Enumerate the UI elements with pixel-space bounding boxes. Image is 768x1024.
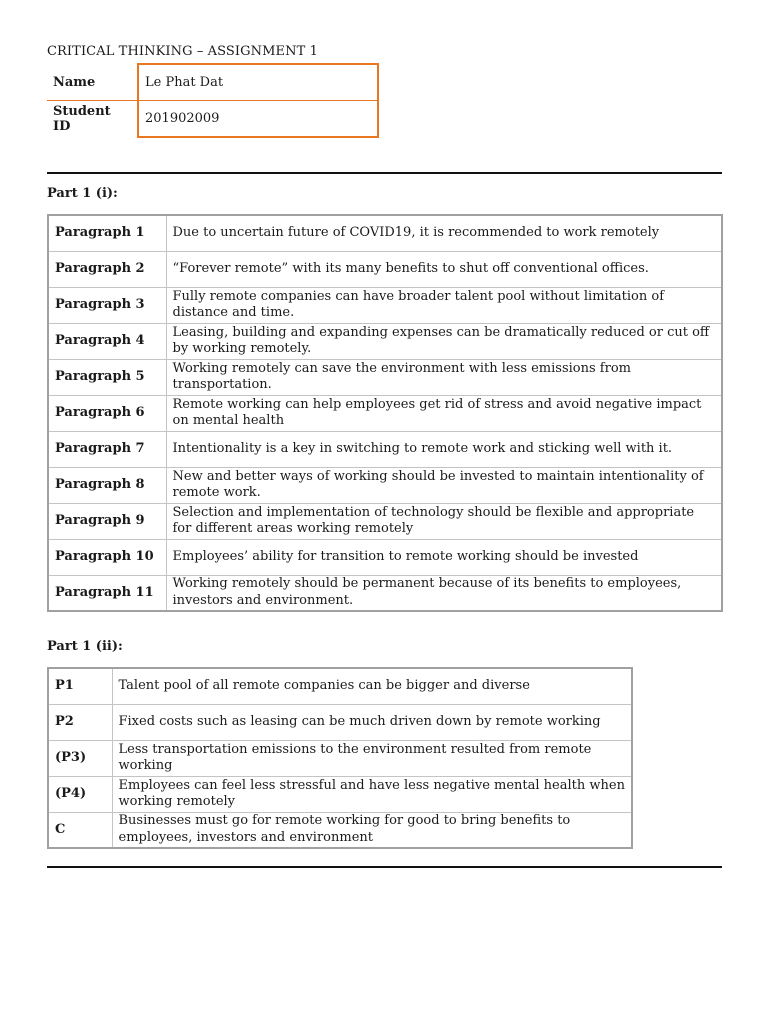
paragraph-row — [48, 287, 722, 323]
paragraph-row — [48, 395, 722, 431]
paragraph-row — [48, 575, 722, 611]
student-info-table — [47, 63, 379, 138]
row-label: Paragraph 11 — [48, 575, 166, 611]
row-label: Paragraph 8 — [48, 467, 166, 503]
paragraph-row — [48, 251, 722, 287]
row-text: Working remotely should be permanent because of its benefits to employees, investors and environment. — [166, 575, 722, 611]
paragraph-row — [48, 323, 722, 359]
name-value: Le Phat Dat — [138, 64, 378, 101]
row-text: Leasing, building and expanding expenses can be dramatically reduced or cut off by working remotely. — [166, 323, 722, 359]
premise-row — [48, 668, 632, 704]
name-row — [47, 64, 378, 101]
paragraph-row — [48, 503, 722, 539]
row-label: Paragraph 2 — [48, 251, 166, 287]
row-text: “Forever remote” with its many benefits to shut off conventional offices. — [166, 251, 722, 287]
premise-row — [48, 740, 632, 776]
row-text: Less transportation emissions to the environment resulted from remote working — [112, 740, 632, 776]
row-label: Paragraph 9 — [48, 503, 166, 539]
row-text: Fixed costs such as leasing can be much driven down by remote working — [112, 704, 632, 740]
paragraph-row — [48, 431, 722, 467]
row-label: Paragraph 5 — [48, 359, 166, 395]
row-text: Working remotely can save the environment with less emissions from transportation. — [166, 359, 722, 395]
row-label: Paragraph 10 — [48, 539, 166, 575]
row-label: P1 — [48, 668, 112, 704]
row-text: Remote working can help employees get rid of stress and avoid negative impact on mental health — [166, 395, 722, 431]
row-text: Businesses must go for remote working for good to bring benefits to employees, investors and environment — [112, 812, 632, 848]
row-text: Intentionality is a key in switching to remote work and sticking well with it. — [166, 431, 722, 467]
name-label: Name — [47, 64, 138, 101]
row-text: Fully remote companies can have broader talent pool without limitation of distance and time. — [166, 287, 722, 323]
row-text: Due to uncertain future of COVID19, it is recommended to work remotely — [166, 215, 722, 251]
row-text: Employees can feel less stressful and have less negative mental health when working remotely — [112, 776, 632, 812]
paragraph-row — [48, 359, 722, 395]
row-label: Paragraph 1 — [48, 215, 166, 251]
row-label: Paragraph 7 — [48, 431, 166, 467]
part1-ii-heading: Part 1 (ii): — [47, 639, 123, 654]
row-text: Employees’ ability for transition to remote working should be invested — [166, 539, 722, 575]
row-label: (P3) — [48, 740, 112, 776]
premise-row — [48, 776, 632, 812]
premise-row — [48, 704, 632, 740]
row-label: (P4) — [48, 776, 112, 812]
row-text: New and better ways of working should be invested to maintain intentionality of remote work. — [166, 467, 722, 503]
document-title: CRITICAL THINKING – ASSIGNMENT 1 — [47, 44, 318, 59]
paragraph-row — [48, 539, 722, 575]
row-label: Paragraph 3 — [48, 287, 166, 323]
student-id-value: 201902009 — [138, 101, 378, 138]
premise-row — [48, 812, 632, 848]
row-label: Paragraph 4 — [48, 323, 166, 359]
argument-structure-table — [47, 667, 633, 849]
student-id-row — [47, 101, 378, 138]
row-label: P2 — [48, 704, 112, 740]
paragraph-summary-table — [47, 214, 723, 612]
row-label: Paragraph 6 — [48, 395, 166, 431]
divider-bottom — [47, 866, 722, 868]
row-text: Talent pool of all remote companies can be bigger and diverse — [112, 668, 632, 704]
divider-top — [47, 172, 722, 174]
student-id-label: Student ID — [53, 104, 111, 134]
paragraph-row — [48, 215, 722, 251]
part1-i-heading: Part 1 (i): — [47, 186, 118, 201]
row-text: Selection and implementation of technology should be flexible and appropriate for different areas working remotely — [166, 503, 722, 539]
paragraph-row — [48, 467, 722, 503]
row-label: C — [48, 812, 112, 848]
